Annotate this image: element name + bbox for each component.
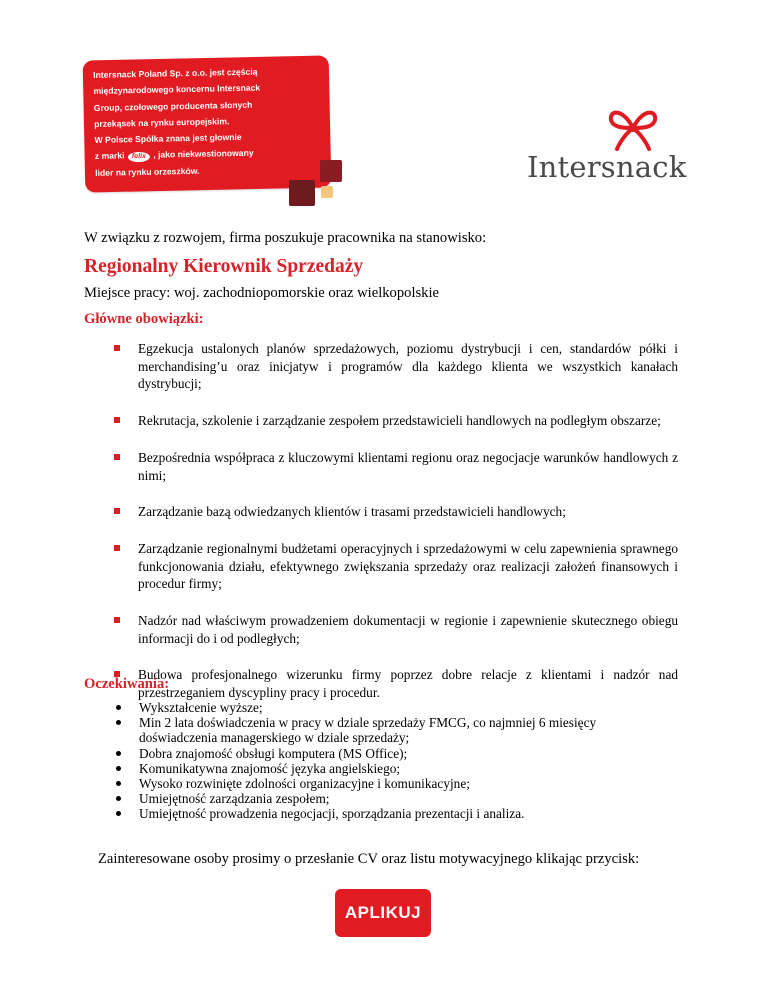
list-item — [114, 776, 674, 791]
bow-icon — [603, 104, 663, 152]
company-info-line: międzynarodowego koncernu Intersnack — [93, 82, 261, 97]
list-item — [114, 806, 674, 821]
felix-logo-badge: felix — [128, 152, 150, 162]
list-item — [114, 715, 674, 745]
duty-text: Rekrutacja, szkolenie i zarządzanie zespołem przedstawicieli handlowych na podległym obszarze; — [138, 413, 661, 429]
expectation-text: Dobra znajomość obsługi komputera (MS Office); — [139, 745, 408, 761]
round-bullet-icon — [116, 720, 121, 725]
list-item — [114, 340, 678, 393]
expectation-text: Umiejętność zarządzania zespołem; — [139, 791, 330, 807]
company-info-line: Group, czołowego producenta słonych — [93, 99, 253, 113]
company-info-fragment: z marki — [94, 150, 125, 162]
company-info-fragment: , jako niekwestionowany — [153, 148, 254, 161]
closing-text: Zainteresowane osoby prosimy o przesłanie CV oraz listu motywacyjnego klikając przycisk: — [98, 851, 640, 867]
duty-text: Nadzór nad właściwym prowadzeniem dokumentacji w regionie i zapewnienie skutecznego obiegu informacji do i od podległych; — [138, 613, 678, 646]
company-info-line: W Polsce Spółka znana jest głownie — [94, 132, 242, 146]
square-bullet-icon — [114, 617, 120, 623]
square-bullet-icon — [114, 508, 120, 514]
duty-text: Bezpośrednia współpraca z kluczowymi klientami regionu oraz negocjacje warunków handlowych z nimi; — [138, 449, 678, 483]
round-bullet-icon — [116, 781, 121, 786]
apply-button[interactable]: APLIKUJ — [335, 889, 431, 937]
decorative-square — [289, 180, 315, 206]
square-bullet-icon — [114, 345, 120, 351]
list-item — [114, 449, 678, 484]
intersnack-logo-text: Intersnack — [527, 150, 687, 184]
decorative-square — [321, 186, 333, 198]
round-bullet-icon — [116, 796, 121, 801]
list-item — [114, 503, 678, 521]
round-bullet-icon — [116, 766, 121, 771]
list-item — [114, 761, 674, 776]
square-bullet-icon — [114, 545, 120, 551]
expectation-text: Wysoko rozwinięte zdolności organizacyjne i komunikacyjne; — [139, 776, 470, 792]
duty-text: Zarządzanie bazą odwiedzanych klientów i trasami przedstawicieli handlowych; — [138, 504, 566, 520]
square-bullet-icon — [114, 417, 120, 423]
list-item — [114, 540, 678, 593]
list-item — [114, 412, 678, 430]
expectations-list — [114, 700, 674, 822]
intro-text: W związku z rozwojem, firma poszukuje pracownika na stanowisko: — [84, 230, 487, 246]
company-info-line: Intersnack Poland Sp. z o.o. jest częścią — [93, 66, 258, 80]
job-title: Regionalny Kierownik Sprzedaży — [84, 256, 364, 277]
round-bullet-icon — [116, 751, 121, 756]
square-bullet-icon — [114, 454, 120, 460]
duty-text: Egzekucja ustalonych planów sprzedażowych, poziomu dystrybucji i cen, standardów półki i merchandising’u oraz inicjatyw i programów dla każdego klienta we wszystkich kanałach dystrybucji; — [138, 341, 678, 392]
duty-text: Budowa profesjonalnego wizerunku firmy poprzez dobre relacje z klientami i nadzór nad przestrzeganiem dyscypliny pracy i procedur. — [138, 667, 678, 701]
expectation-text: Umiejętność prowadzenia negocjacji, sporządzania prezentacji i analiza. — [139, 806, 525, 822]
company-info-text — [93, 62, 325, 181]
list-item — [114, 791, 674, 806]
list-item — [114, 612, 678, 647]
expectation-text: Min 2 lata doświadczenia w pracy w dziale sprzedaży FMCG, co najmniej 6 miesięcy doświadczenia managerskiego w dziale sprzedaży; — [139, 715, 597, 746]
duty-text: Zarządzanie regionalnymi budżetami operacyjnych i sprzedażowymi w celu zapewnienia sprawnego funkcjonowania działu, efektywnego zwiększania sprzedaży oraz realizacji założeń finansowych i procedur firmy; — [138, 540, 678, 592]
company-info-line: przekąsek na rynku europejskim. — [94, 116, 230, 129]
decorative-square — [320, 160, 342, 182]
duties-heading: Główne obowiązki: — [84, 311, 204, 327]
list-item — [114, 746, 674, 761]
expectations-heading: Oczekiwania: — [84, 676, 170, 692]
company-info-line: lider na rynku orzeszków. — [95, 165, 200, 178]
list-item — [114, 700, 674, 715]
list-item — [114, 666, 678, 701]
round-bullet-icon — [116, 705, 121, 710]
work-location: Miejsce pracy: woj. zachodniopomorskie oraz wielkopolskie — [84, 285, 440, 301]
duties-list — [114, 340, 678, 721]
expectation-text: Wykształcenie wyższe; — [139, 700, 263, 715]
expectation-text: Komunikatywna znajomość języka angielskiego; — [139, 760, 401, 776]
round-bullet-icon — [116, 811, 121, 816]
